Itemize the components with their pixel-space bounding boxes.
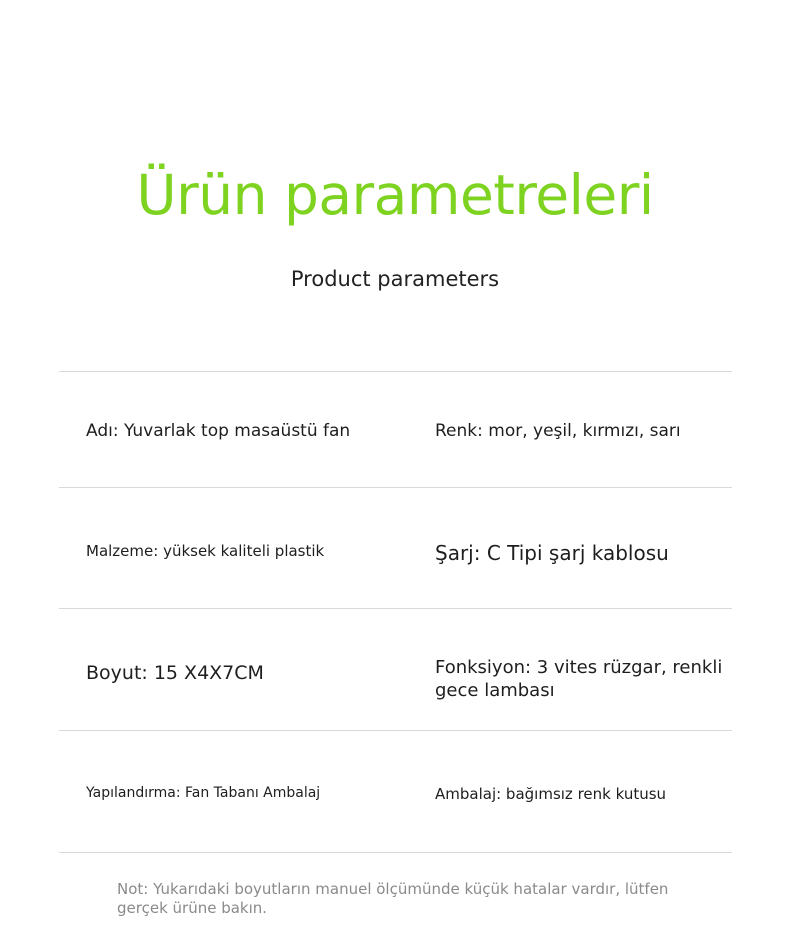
param-packaging: Ambalaj: bağımsız renk kutusu xyxy=(435,785,667,803)
table-divider xyxy=(59,608,732,609)
param-color: Renk: mor, yeşil, kırmızı, sarı xyxy=(435,421,681,441)
disclaimer-line1: Not: Yukarıdaki boyutların manuel ölçümünde küçük hatalar vardır, lütfen xyxy=(117,880,669,898)
param-configuration: Yapılandırma: Fan Tabanı Ambalaj xyxy=(86,785,321,801)
disclaimer-line2: gerçek ürüne bakın. xyxy=(117,899,268,917)
table-divider xyxy=(59,487,732,488)
table-divider xyxy=(59,730,732,731)
param-material: Malzeme: yüksek kaliteli plastik xyxy=(86,542,325,560)
disclaimer-note xyxy=(117,880,677,918)
param-name: Adı: Yuvarlak top masaüstü fan xyxy=(86,421,351,441)
param-function-line2: gece lambası xyxy=(435,680,555,701)
param-size: Boyut: 15 X4X7CM xyxy=(86,662,264,684)
param-charging: Şarj: C Tipi şarj kablosu xyxy=(435,541,669,565)
table-divider xyxy=(59,852,732,853)
table-divider xyxy=(59,371,732,372)
param-function-line1: Fonksiyon: 3 vites rüzgar, renkli xyxy=(435,657,723,678)
page-subtitle: Product parameters xyxy=(290,267,500,291)
param-function xyxy=(435,656,722,702)
page-title: Ürün parametreleri xyxy=(136,163,654,227)
